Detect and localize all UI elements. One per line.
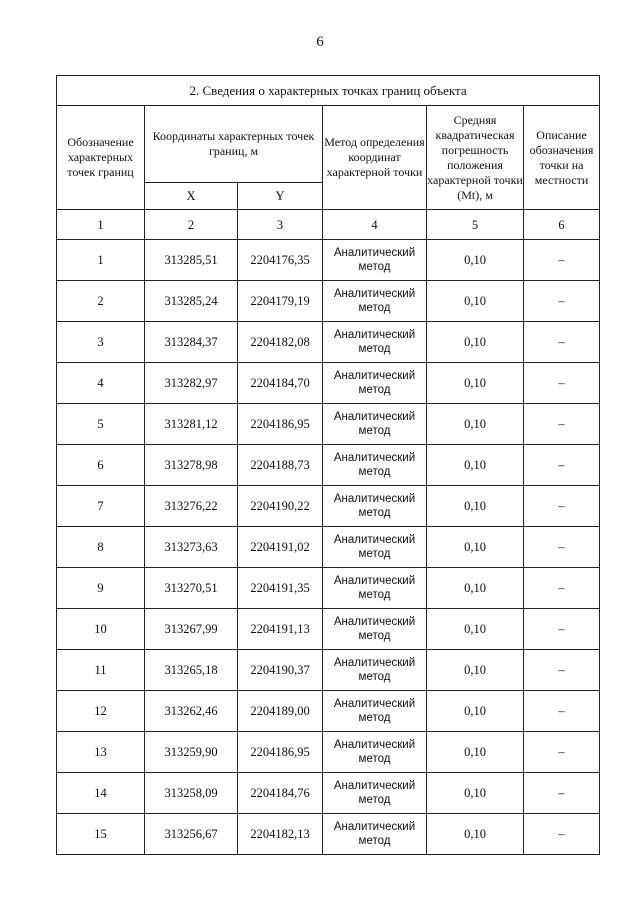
method-cell: Аналитический метод (323, 650, 427, 691)
mean-error-cell: 0,10 (427, 732, 524, 773)
y-coordinate-cell: 2204190,37 (238, 650, 323, 691)
table-row (57, 814, 600, 855)
mean-error-cell: 0,10 (427, 363, 524, 404)
point-number-cell: 1 (57, 240, 145, 281)
column-number: 5 (427, 210, 524, 240)
section-title-row (57, 76, 600, 106)
y-coordinate-cell: 2204190,22 (238, 486, 323, 527)
table-row (57, 486, 600, 527)
point-number-cell: 9 (57, 568, 145, 609)
table-row (57, 404, 600, 445)
mean-error-cell: 0,10 (427, 814, 524, 855)
point-number-cell: 2 (57, 281, 145, 322)
x-coordinate-cell: 313284,37 (145, 322, 238, 363)
header-description: Описание обозначения точки на местности (524, 106, 600, 210)
table-row (57, 363, 600, 404)
y-coordinate-cell: 2204186,95 (238, 404, 323, 445)
table-row (57, 650, 600, 691)
boundary-points-table (56, 75, 600, 855)
page-number: 6 (316, 34, 324, 50)
x-coordinate-cell: 313276,22 (145, 486, 238, 527)
description-cell: – (524, 281, 600, 322)
y-coordinate-cell: 2204191,13 (238, 609, 323, 650)
mean-error-cell: 0,10 (427, 691, 524, 732)
mean-error-cell: 0,10 (427, 650, 524, 691)
point-number-cell: 4 (57, 363, 145, 404)
y-coordinate-cell: 2204182,13 (238, 814, 323, 855)
x-coordinate-cell: 313285,51 (145, 240, 238, 281)
point-number-cell: 15 (57, 814, 145, 855)
point-number-cell: 8 (57, 527, 145, 568)
method-cell: Аналитический метод (323, 363, 427, 404)
x-coordinate-cell: 313262,46 (145, 691, 238, 732)
y-coordinate-cell: 2204189,00 (238, 691, 323, 732)
method-cell: Аналитический метод (323, 445, 427, 486)
column-number: 1 (57, 210, 145, 240)
mean-error-cell: 0,10 (427, 445, 524, 486)
description-cell: – (524, 691, 600, 732)
y-coordinate-cell: 2204184,76 (238, 773, 323, 814)
description-cell: – (524, 568, 600, 609)
x-coordinate-cell: 313265,18 (145, 650, 238, 691)
column-number: 3 (238, 210, 323, 240)
method-cell: Аналитический метод (323, 486, 427, 527)
x-coordinate-cell: 313270,51 (145, 568, 238, 609)
point-number-cell: 11 (57, 650, 145, 691)
method-cell: Аналитический метод (323, 814, 427, 855)
x-coordinate-cell: 313282,97 (145, 363, 238, 404)
method-cell: Аналитический метод (323, 527, 427, 568)
mean-error-cell: 0,10 (427, 527, 524, 568)
table-row (57, 691, 600, 732)
table-row (57, 527, 600, 568)
description-cell: – (524, 404, 600, 445)
mean-error-cell: 0,10 (427, 568, 524, 609)
description-cell: – (524, 650, 600, 691)
description-cell: – (524, 609, 600, 650)
mean-error-cell: 0,10 (427, 240, 524, 281)
description-cell: – (524, 773, 600, 814)
table-row (57, 322, 600, 363)
column-number-row (57, 210, 600, 240)
point-number-cell: 12 (57, 691, 145, 732)
y-coordinate-cell: 2204176,35 (238, 240, 323, 281)
x-coordinate-cell: 313273,63 (145, 527, 238, 568)
table-row (57, 445, 600, 486)
header-x: X (145, 183, 238, 210)
table-row (57, 609, 600, 650)
y-coordinate-cell: 2204191,35 (238, 568, 323, 609)
table-row (57, 240, 600, 281)
y-coordinate-cell: 2204179,19 (238, 281, 323, 322)
point-number-cell: 5 (57, 404, 145, 445)
point-number-cell: 3 (57, 322, 145, 363)
method-cell: Аналитический метод (323, 691, 427, 732)
method-cell: Аналитический метод (323, 732, 427, 773)
point-number-cell: 6 (57, 445, 145, 486)
description-cell: – (524, 732, 600, 773)
mean-error-cell: 0,10 (427, 281, 524, 322)
x-coordinate-cell: 313267,99 (145, 609, 238, 650)
description-cell: – (524, 240, 600, 281)
description-cell: – (524, 814, 600, 855)
method-cell: Аналитический метод (323, 568, 427, 609)
x-coordinate-cell: 313285,24 (145, 281, 238, 322)
x-coordinate-cell: 313259,90 (145, 732, 238, 773)
x-coordinate-cell: 313281,12 (145, 404, 238, 445)
method-cell: Аналитический метод (323, 404, 427, 445)
mean-error-cell: 0,10 (427, 486, 524, 527)
table-row (57, 732, 600, 773)
point-number-cell: 14 (57, 773, 145, 814)
table-row (57, 773, 600, 814)
header-row (57, 106, 600, 183)
mean-error-cell: 0,10 (427, 322, 524, 363)
header-y: Y (238, 183, 323, 210)
y-coordinate-cell: 2204191,02 (238, 527, 323, 568)
mean-error-cell: 0,10 (427, 404, 524, 445)
description-cell: – (524, 363, 600, 404)
column-number: 6 (524, 210, 600, 240)
point-number-cell: 10 (57, 609, 145, 650)
method-cell: Аналитический метод (323, 281, 427, 322)
header-coordinates: Координаты характерных точек границ, м (145, 106, 323, 183)
point-number-cell: 7 (57, 486, 145, 527)
description-cell: – (524, 322, 600, 363)
column-number: 2 (145, 210, 238, 240)
point-number-cell: 13 (57, 732, 145, 773)
x-coordinate-cell: 313256,67 (145, 814, 238, 855)
header-method: Метод определения координат характерной точки (323, 106, 427, 210)
x-coordinate-cell: 313258,09 (145, 773, 238, 814)
header-point-designation: Обозначение характерных точек границ (57, 106, 145, 210)
y-coordinate-cell: 2204186,95 (238, 732, 323, 773)
method-cell: Аналитический метод (323, 322, 427, 363)
description-cell: – (524, 486, 600, 527)
y-coordinate-cell: 2204188,73 (238, 445, 323, 486)
mean-error-cell: 0,10 (427, 773, 524, 814)
method-cell: Аналитический метод (323, 240, 427, 281)
y-coordinate-cell: 2204184,70 (238, 363, 323, 404)
mean-error-cell: 0,10 (427, 609, 524, 650)
table-row (57, 568, 600, 609)
description-cell: – (524, 527, 600, 568)
y-coordinate-cell: 2204182,08 (238, 322, 323, 363)
column-number: 4 (323, 210, 427, 240)
method-cell: Аналитический метод (323, 609, 427, 650)
x-coordinate-cell: 313278,98 (145, 445, 238, 486)
table-row (57, 281, 600, 322)
method-cell: Аналитический метод (323, 773, 427, 814)
header-mean-error: Средняя квадратическая погрешность положения характерной точки (Mt), м (427, 106, 524, 210)
description-cell: – (524, 445, 600, 486)
section-title: 2. Сведения о характерных точках границ объекта (57, 76, 600, 106)
